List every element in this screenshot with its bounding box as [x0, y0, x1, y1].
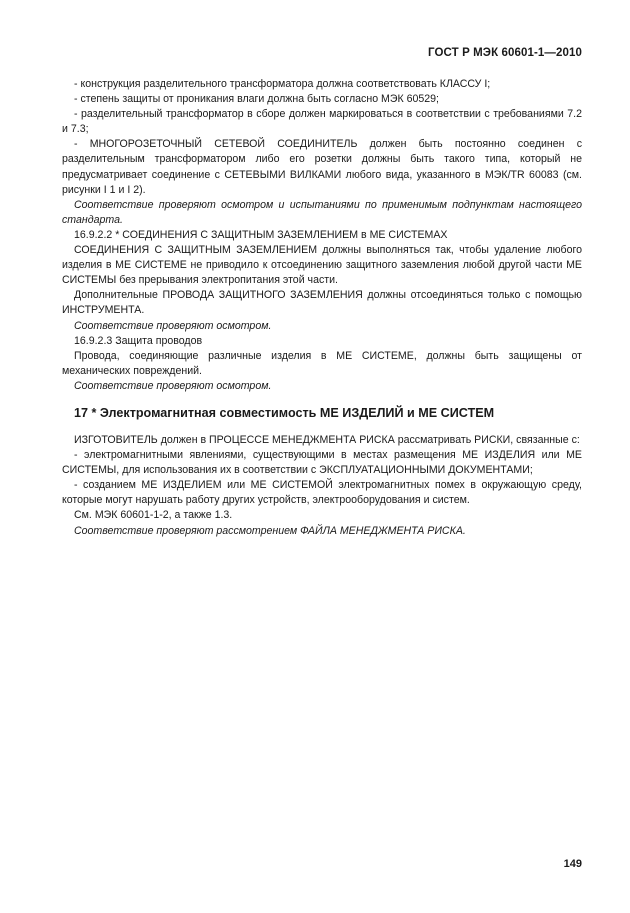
paragraph-multiple-socket-outlet: - МНОГОРОЗЕТОЧНЫЙ СЕТЕВОЙ СОЕДИНИТЕЛЬ должен быть постоянно соединен с разделительным трансформатором либо его розетки должны быть такого типа, который не предусматривает соединение с СЕТЕВЫМИ ВИЛКАМИ любого вида, указанного в МЭК/TR 60083 (см. рисунки I 1 и I 2).: [62, 138, 582, 196]
paragraph-conductor-protection: Провода, соединяющие различные изделия в МЕ СИСТЕМЕ, должны быть защищены от механических повреждений.: [62, 349, 582, 377]
paragraph-em-disturbances: - созданием МЕ ИЗДЕЛИЕМ или МЕ СИСТЕМОЙ электромагнитных помех в окружающую среду, которые могут нарушать работу других устройств, электрооборудования и систем.: [62, 479, 582, 507]
paragraph-additional-earth-conductors: Дополнительные ПРОВОДА ЗАЩИТНОГО ЗАЗЕМЛЕНИЯ должны отсоединяться только с помощью ИНСТРУМЕНТА.: [62, 289, 582, 317]
section-heading-17: 17 * Электромагнитная совместимость МЕ ИЗДЕЛИЙ и МЕ СИСТЕМ: [74, 405, 495, 420]
paragraph-compliance-inspection: Соответствие проверяют осмотром.: [74, 319, 272, 332]
document-header: ГОСТ Р МЭК 60601-1—2010: [428, 47, 582, 59]
subclause-heading-16-9-2-3: 16.9.2.3 Защита проводов: [74, 334, 203, 347]
paragraph-compliance-inspection-2: Соответствие проверяют осмотром.: [74, 379, 272, 392]
subclause-heading-16-9-2-2: 16.9.2.2 * СОЕДИНЕНИЯ С ЗАЩИТНЫМ ЗАЗЕМЛЕНИЕМ в МЕ СИСТЕМАХ: [74, 228, 448, 241]
page-number: 149: [563, 858, 582, 870]
paragraph-moisture-protection: - степень защиты от проникания влаги должна быть согласно МЭК 60529;: [74, 93, 439, 106]
paragraph-em-phenomena: - электромагнитными явлениями, существующими в местах размещения МЕ ИЗДЕЛИЯ или МЕ СИСТЕМЫ, для использования их в соответствии с ЭКСПЛУАТАЦИОННЫМИ ДОКУМЕНТАМИ;: [62, 449, 582, 477]
document-body: [62, 77, 582, 539]
paragraph-compliance-risk-file: Соответствие проверяют рассмотрением ФАЙЛА МЕНЕДЖМЕНТА РИСКА.: [74, 524, 466, 537]
paragraph-transformer-marking: - разделительный трансформатор в сборе должен маркироваться в соответствии с требованиями 7.2 и 7.3;: [62, 108, 582, 136]
paragraph-compliance-check: Соответствие проверяют осмотром и испытаниями по применимым подпунктам настоящего стандарта.: [62, 198, 582, 226]
paragraph-manufacturer-risk: ИЗГОТОВИТЕЛЬ должен в ПРОЦЕССЕ МЕНЕДЖМЕНТА РИСКА рассматривать РИСКИ, связанные с:: [74, 433, 580, 446]
paragraph-reference: См. МЭК 60601-1-2, а также 1.3.: [74, 509, 233, 522]
paragraph-transformer-class: - конструкция разделительного трансформатора должна соответствовать КЛАССУ I;: [74, 78, 491, 90]
paragraph-protective-earth-connections: СОЕДИНЕНИЯ С ЗАЩИТНЫМ ЗАЗЕМЛЕНИЕМ должны выполняться так, чтобы удаление любого изделия в МЕ СИСТЕМЕ не приводило к отсоединению защитного заземления любой другой части МЕ СИСТЕМЫ без прерывания электропитания этой части.: [62, 244, 582, 287]
